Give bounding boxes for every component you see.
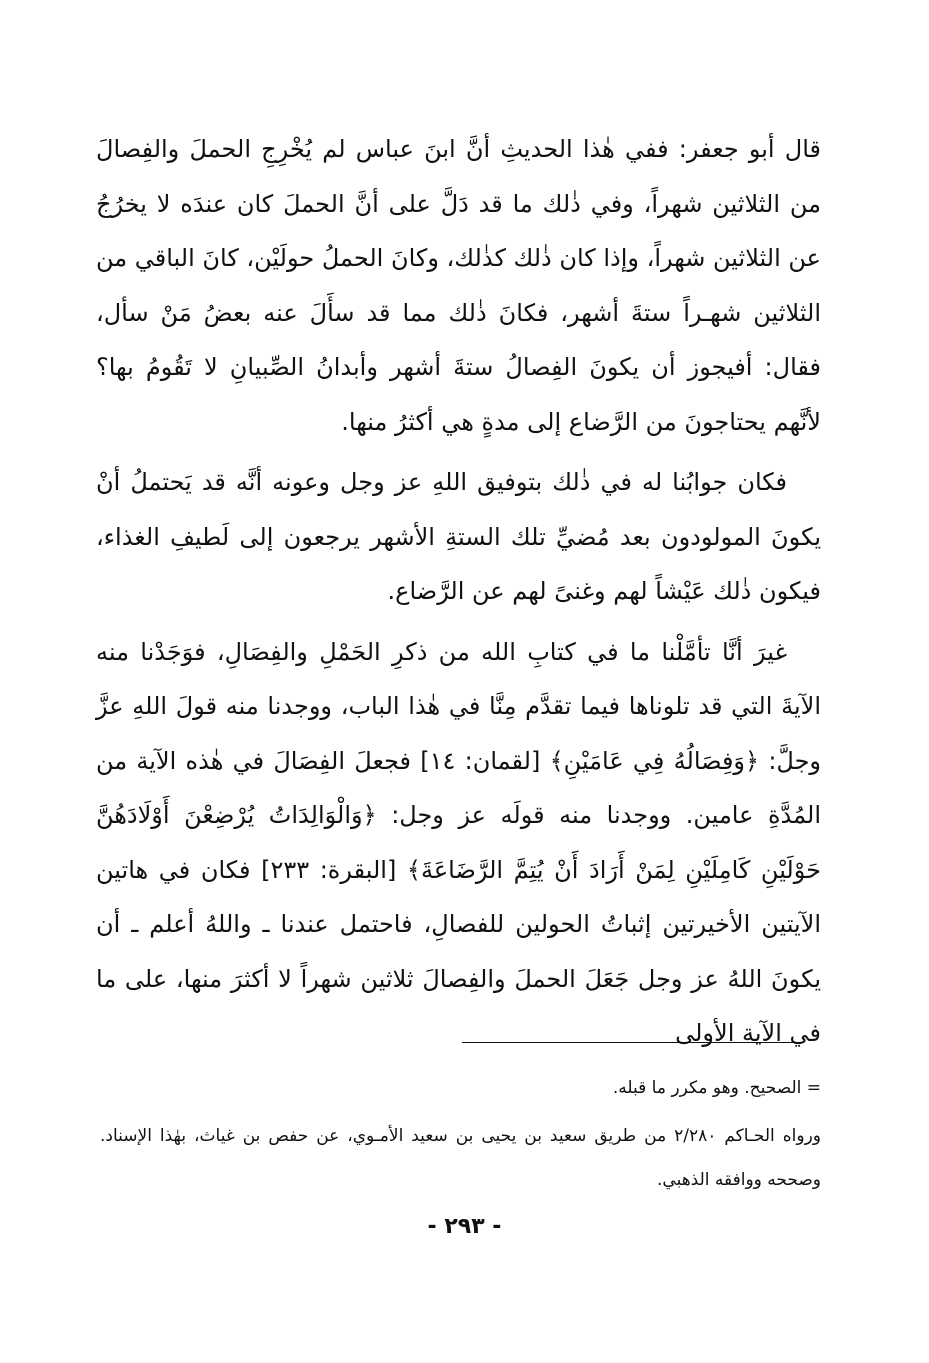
paragraph-3: غيرَ أنَّا تأمَّلْنا ما في كتابِ الله من ذكرِ الحَمْلِ والفِصَالِ، فوَجَدْنا منه الآيةَ التي قد تلوناها فيما تقدَّم مِنَّا في هٰذا الباب، ووجدنا منه قولَ اللهِ عزَّ وجلَّ: ﴿وَفِصَالُهُ فِي عَامَيْنِ﴾ [لقمان: ١٤] فجعلَ الفِصَالَ في هٰذه الآية من المُدَّةِ عامين. ووجدنا منه قولَه عز وجل: ﴿وَالْوَالِدَاتُ يُرْضِعْنَ أَوْلَادَهُنَّ حَوْلَيْنِ كَامِلَيْنِ لِمَنْ أَرَادَ أَنْ يُتِمَّ الرَّضَاعَةَ﴾ [البقرة: ٢٣٣] فكان في هاتين الآيتين الأخيرتين إثباتُ الحولين للفصالِ، فاحتمل عندنا ـ واللهُ أعلم ـ أن يكونَ اللهُ عز وجل جَعَلَ الحملَ والفِصالَ ثلاثين شهراً لا أكثرَ منها، على ما في الآية الأولى	[96, 637, 822, 1047]
footnotes	[100, 1066, 821, 1202]
paragraph-1: قال أبو جعفر: ففي هٰذا الحديثِ أنَّ ابنَ عباس لم يُخْرِجِ الحملَ والفِصالَ من الثلاثين شهراً، وفي ذٰلك ما قد دَلَّ على أنَّ الحملَ كان عندَه لا يخرُجُ عن الثلاثين شهراً، وإذا كان ذٰلك كذٰلك، وكانَ الحملُ حولَيْن، كانَ الباقي من الثلاثين شهـراً ستةَ أشهر، فكانَ ذٰلك مما قد سأَلَ عنه بعضُ مَنْ سأل، فقال: أفيجوز أن يكونَ الفِصالُ ستةَ أشهر وأبدانُ الصِّبيانِ لا تَقُومُ بها؟ لأنَّهم يحتاجونَ من الرَّضاع إلى مدةٍ هي أكثرُ منها.	[96, 135, 821, 436]
paragraph-2: فكان جوابُنا له في ذٰلك بتوفيق اللهِ عز وجل وعونه أنَّه قد يَحتملُ أنْ يكونَ المولودون بعد مُضيِّ تلك الستةِ الأشهر يرجعون إلى لَطيفِ الغذاء، فيكون ذٰلك عَيْشاً لهم وغنىً لهم عن الرَّضاع.	[96, 468, 821, 605]
page-number: - ٢٩٣ -	[427, 1214, 502, 1239]
footnote-1: = الصحيح. وهو مكرر ما قبله.	[612, 1078, 821, 1098]
footnote-2: ورواه الحـاكم ٢/٢٨٠ من طريق سعيد بن يحيى بن سعيد الأمـوي، عن حفص بن غياث، بهٰذا الإسناد. وصححه ووافقه الذهبي.	[100, 1126, 821, 1190]
footnote-separator	[462, 1042, 804, 1043]
main-text	[96, 122, 821, 1061]
